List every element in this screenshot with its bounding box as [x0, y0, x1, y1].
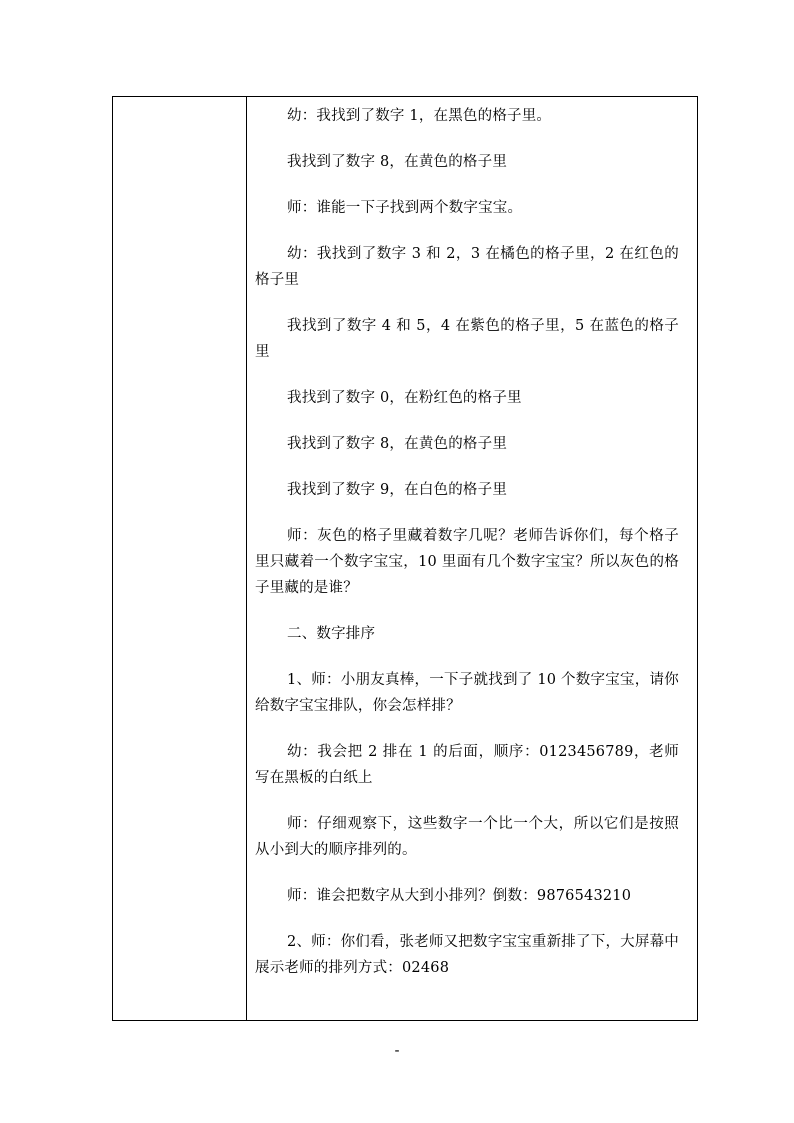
right-column-cell [247, 97, 698, 1021]
paragraph: 师：灰色的格子里藏着数字几呢？老师告诉你们，每个格子里只藏着一个数字宝宝，10 里面有几个数字宝宝？所以灰色的格子里藏的是谁？ [255, 528, 679, 596]
paragraph: 师：仔细观察下，这些数字一个比一个大，所以它们是按照从小到大的顺序排列的。 [255, 816, 679, 858]
paragraph: 师：谁能一下子找到两个数字宝宝。 [287, 200, 523, 216]
paragraph: 1、师：小朋友真棒，一下子就找到了 10 个数字宝宝，请你给数字宝宝排队，你会怎样排？ [255, 672, 679, 714]
lesson-table [112, 96, 698, 1021]
paragraph: 幼：我会把 2 排在 1 的后面，顺序：0123456789，老师写在黑板的白纸上 [255, 744, 679, 786]
paragraph: 幼：我找到了数字 3 和 2，3 在橘色的格子里，2 在红色的格子里 [255, 246, 679, 288]
lesson-content [247, 97, 697, 981]
paragraph: 我找到了数字 9，在白色的格子里 [287, 482, 508, 498]
section-heading: 二、数字排序 [287, 626, 376, 642]
paragraph: 我找到了数字 4 和 5，4 在紫色的格子里，5 在蓝色的格子里 [255, 318, 679, 360]
paragraph: 师：谁会把数字从大到小排列？倒数：9876543210 [287, 888, 632, 904]
paragraph: 我找到了数字 8，在黄色的格子里 [287, 154, 508, 170]
page-number: - [394, 1043, 400, 1059]
paragraph: 我找到了数字 8，在黄色的格子里 [287, 436, 508, 452]
table-row [113, 97, 698, 1021]
paragraph: 我找到了数字 0，在粉红色的格子里 [287, 390, 522, 406]
paragraph: 幼：我找到了数字 1，在黑色的格子里。 [287, 108, 552, 124]
paragraph: 2、师：你们看，张老师又把数字宝宝重新排了下，大屏幕中展示老师的排列方式：02468 [255, 934, 679, 976]
left-column-cell [113, 97, 247, 1021]
